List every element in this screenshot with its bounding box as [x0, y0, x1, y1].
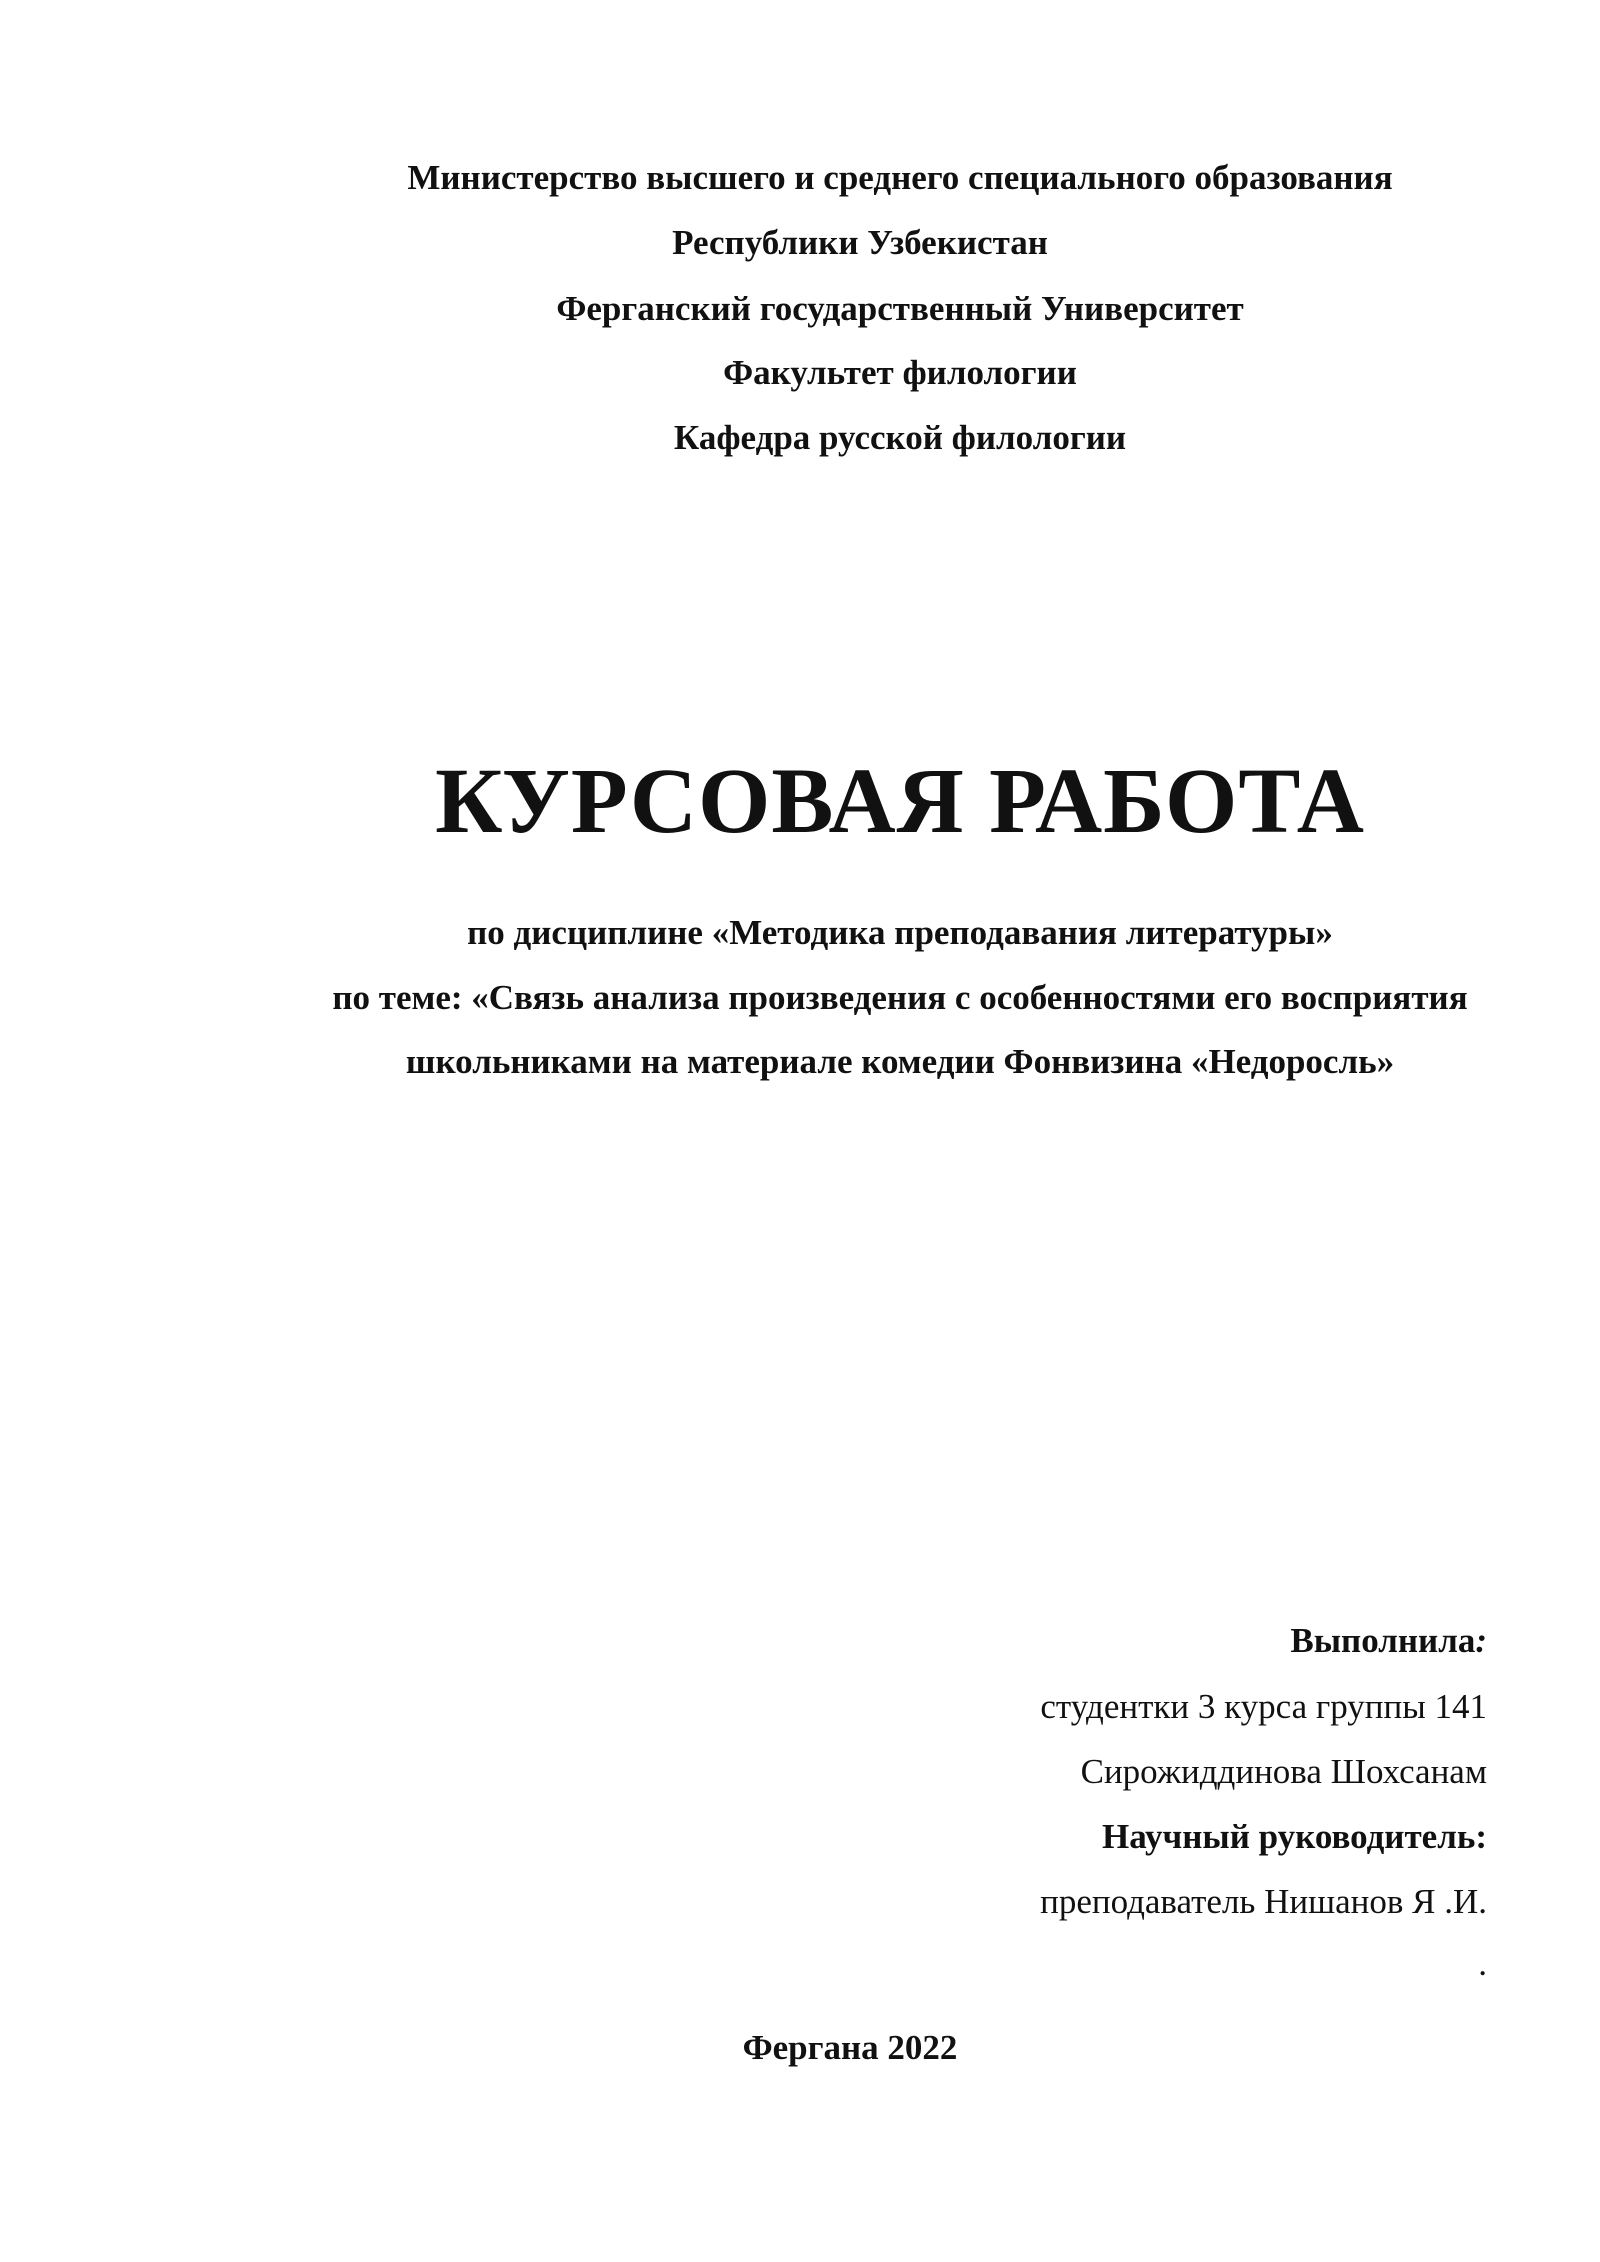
- performed-label-text: Выполнила: [1290, 1621, 1476, 1660]
- university-name: Ферганский государственный Университет: [556, 289, 1244, 328]
- performed-label-colon: :: [1475, 1621, 1487, 1660]
- ministry-line-2: Республики Узбекистан: [672, 223, 1048, 262]
- supervisor-name: преподаватель Нишанов Я .И.: [1040, 1882, 1487, 1921]
- faculty-name: Факультет филологии: [723, 353, 1077, 392]
- topic-line-1: по теме: «Связь анализа произведения с особенностями его восприятия: [332, 978, 1468, 1017]
- department-name: Кафедра русской филологии: [673, 418, 1127, 457]
- student-name: Сирожиддинова Шохсанам: [1080, 1752, 1487, 1791]
- discipline-line: по дисциплине «Методика преподавания литературы»: [467, 913, 1333, 952]
- topic-line-2: школьниками на материале комедии Фонвизина «Недоросль»: [405, 1042, 1395, 1081]
- trailing-dot: .: [1478, 1944, 1487, 1983]
- performed-label: [887, 1623, 1487, 1658]
- student-info: студентки 3 курса группы 141: [1040, 1687, 1487, 1726]
- city-year: Фергана 2022: [742, 2028, 958, 2067]
- supervisor-label: Научный руководитель:: [1102, 1817, 1487, 1856]
- document-title: КУРСОВАЯ РАБОТА: [435, 750, 1365, 853]
- ministry-line-1: Министерство высшего и среднего специального образования: [407, 158, 1393, 197]
